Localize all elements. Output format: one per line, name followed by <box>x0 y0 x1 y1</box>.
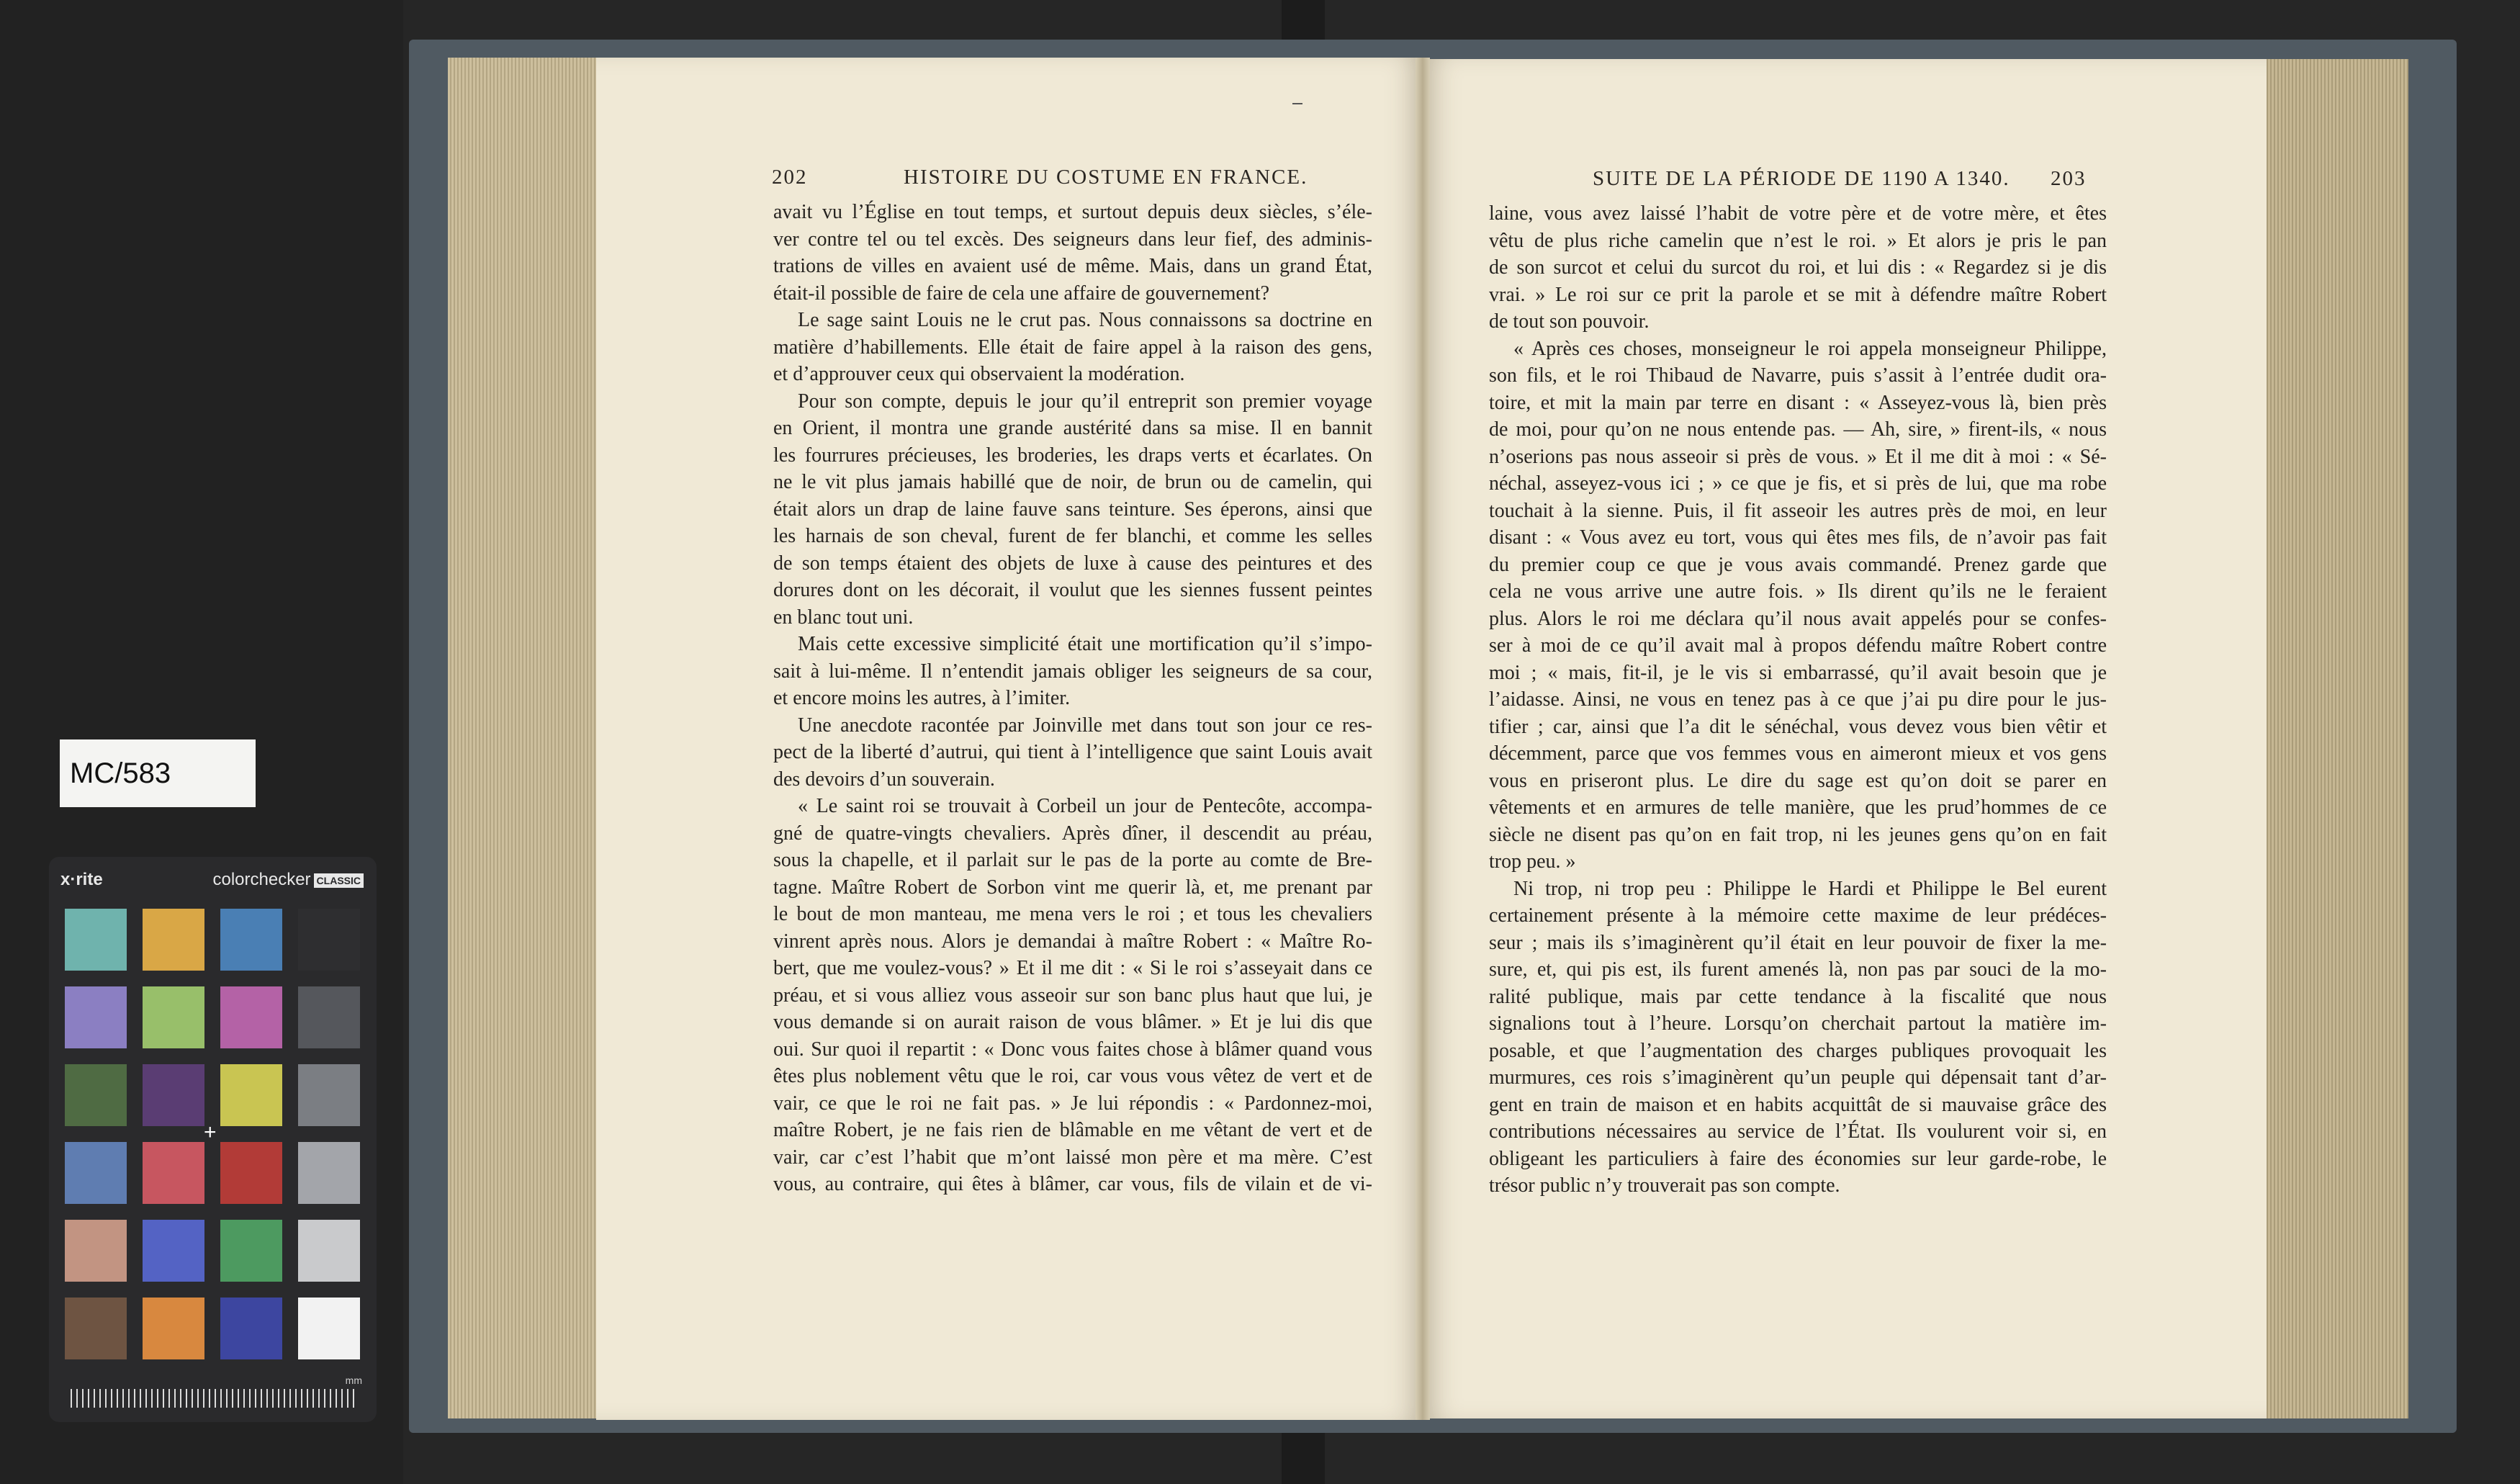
text-line: de son surcot et celui du surcot du roi, et lui dis : « Regardez si je dis <box>1489 256 2107 279</box>
fold-mark <box>1292 103 1302 104</box>
text-line: vêtements et en armures de telle manière, que les prud’hommes de ce <box>1489 796 2107 819</box>
text-line: de tout son pouvoir. <box>1489 310 1650 333</box>
color-swatch <box>65 986 127 1048</box>
text-line: trop peu. » <box>1489 850 1576 873</box>
checker-edition-badge: CLASSIC <box>314 873 364 888</box>
color-swatch <box>220 1064 282 1126</box>
text-line: « Le saint roi se trouvait à Corbeil un jour de Pentecôte, accompa- <box>798 795 1372 817</box>
text-line: maître Robert, je ne fais rien de blâmable en me vêtant de vert et de <box>773 1119 1372 1141</box>
text-line: des devoirs d’un souverain. <box>773 768 995 791</box>
text-line: avait vu l’Église en tout temps, et surtout depuis deux siècles, s’éle- <box>773 201 1372 223</box>
text-line: sure, et, qui pis est, ils furent amenés là, non pas par souci de la mo- <box>1489 958 2107 981</box>
color-swatch <box>298 1220 360 1282</box>
text-line: seur ; mais ils s’imaginèrent qu’il était en leur pouvoir de fixer la me- <box>1489 931 2107 954</box>
text-line: tagne. Maître Robert de Sorbon vint me querir là, et, me prenant par <box>773 876 1372 899</box>
color-swatch <box>143 909 204 971</box>
text-line: êtes plus noblement vêtu que le roi, car vous vous vêtez de vert et de <box>773 1065 1372 1087</box>
text-line: vair, car c’est l’habit que m’ont laissé mon père et ma mère. C’est <box>773 1146 1372 1169</box>
text-line: et encore moins les autres, à l’imiter. <box>773 687 1071 709</box>
checker-title-text: colorchecker <box>212 870 311 889</box>
checker-title <box>212 870 364 890</box>
text-line: néchal, asseyez-vous ici ; » ce que je fis, et si près de lui, que ma robe <box>1489 472 2107 495</box>
text-line: pect de la liberté d’autrui, qui tient à l’intelligence que saint Louis avait <box>773 741 1372 763</box>
text-line: sait à lui-même. Il n’entendit jamais obliger les seigneurs de sa cour, <box>773 660 1372 683</box>
crosshair-icon: + <box>204 1120 217 1144</box>
left-page <box>596 58 1423 1420</box>
text-line: trésor public n’y trouverait pas son compte. <box>1489 1174 1840 1197</box>
page-block-right <box>2264 59 2408 1418</box>
body-text <box>773 199 1372 1198</box>
text-line: obligeant les particuliers à faire des économies sur leur garde-robe, le <box>1489 1147 2107 1170</box>
text-line: n’oserions pas nous asseoir si près de vous. » Et il me dit à moi : « Sé- <box>1489 445 2107 468</box>
text-line: oui. Sur quoi il repartit : « Donc vous faites chose à blâmer quand vous <box>773 1038 1372 1061</box>
color-swatch <box>65 1142 127 1204</box>
text-line: vêtu de plus riche camelin que n’est le roi. » Et alors je pris le pan <box>1489 229 2107 252</box>
mm-ruler <box>71 1389 355 1408</box>
text-line: Le sage saint Louis ne le crut pas. Nous connaissons sa doctrine en <box>798 309 1372 331</box>
text-line: toire, et mit la main par terre en disant : « Asseyez-vous là, bien près <box>1489 391 2107 414</box>
text-line: posable, et que l’augmentation des charges publiques provoquait les <box>1489 1039 2107 1062</box>
text-line: moi ; « mais, fit-il, je le vis si embarrassé, qu’il avait besoin que je <box>1489 661 2107 684</box>
text-line: était alors un drap de laine fauve sans teinture. Ses éperons, ainsi que <box>773 498 1372 521</box>
text-line: vrai. » Le roi sur ce prit la parole et se mit à défendre maître Robert <box>1489 283 2107 306</box>
text-line: son fils, et le roi Thibaud de Navarre, puis s’assit à l’entrée dudit ora- <box>1489 364 2107 387</box>
text-line: siècle ne disent pas qu’on en fait trop, ni les jeunes gens qu’on en fait <box>1489 823 2107 846</box>
running-title: HISTOIRE DU COSTUME EN FRANCE. <box>904 166 1308 189</box>
text-line: les harnais de son cheval, furent de fer blanchi, et comme les selles <box>773 525 1372 547</box>
text-line: laine, vous avez laissé l’habit de votre père et de votre mère, et êtes <box>1489 202 2107 225</box>
text-line: vous demande si on aurait raison de vous blâmer. » Et je lui dis que <box>773 1011 1372 1033</box>
color-swatch <box>143 1142 204 1204</box>
text-line: décemment, parce que vos femmes vous en aimeront mieux et vos gens <box>1489 742 2107 765</box>
color-swatch <box>65 1064 127 1126</box>
text-line: l’aidasse. Ainsi, ne vous en tenez pas à ce que j’ai pu dire pour le jus- <box>1489 688 2107 711</box>
text-line: Ni trop, ni trop peu : Philippe le Hardi et Philippe le Bel eurent <box>1513 877 2107 900</box>
color-swatch <box>220 986 282 1048</box>
page-number: 202 <box>772 166 808 189</box>
right-page <box>1423 59 2267 1418</box>
text-line: ralité publique, mais par cette tendance à la fiscalité que nous <box>1489 985 2107 1008</box>
body-text <box>1489 200 2107 1200</box>
text-line: ver contre tel ou tel excès. Des seigneurs dans leur fief, des adminis- <box>773 228 1372 251</box>
color-swatch <box>298 1142 360 1204</box>
text-line: Une anecdote racontée par Joinville met dans tout son jour ce res- <box>798 714 1372 737</box>
text-line: disant : « Vous avez eu tort, vous qui êtes mes fils, de n’avoir pas fait <box>1489 526 2107 549</box>
text-line: ne le vit plus jamais habillé que de noir, de brun ou de camelin, qui <box>773 471 1372 493</box>
text-line: matière d’habillements. Elle était de faire appel à la raison des gens, <box>773 336 1372 359</box>
running-title: SUITE DE LA PÉRIODE DE 1190 A 1340. <box>1593 167 2010 190</box>
text-line: tifier ; car, ainsi que l’a dit le sénéchal, vous devez vous bien vêtir et <box>1489 715 2107 738</box>
page-number: 203 <box>2051 167 2087 190</box>
color-swatch <box>220 909 282 971</box>
text-line: et d’approuver ceux qui observaient la modération. <box>773 363 1185 385</box>
book-gutter <box>1416 58 1430 1420</box>
color-swatch <box>298 986 360 1048</box>
color-swatch <box>143 1298 204 1359</box>
color-swatch <box>298 1064 360 1126</box>
text-line: ser à moi de ce qu’il avait mal à propos défendu maître Robert contre <box>1489 634 2107 657</box>
text-line: contributions nécessaires au service de l’État. Ils voulurent voir si, en <box>1489 1120 2107 1143</box>
text-line: signalions tout à l’heure. Lorsqu’on cherchait partout la matière im- <box>1489 1012 2107 1035</box>
text-line: Mais cette excessive simplicité était une mortification qu’il s’impo- <box>798 633 1372 655</box>
color-swatch <box>220 1220 282 1282</box>
text-line: dorures dont on les décorait, il voulut que les siennes fussent peintes <box>773 579 1372 601</box>
text-line: était-il possible de faire de cela une affaire de gouvernement? <box>773 282 1270 305</box>
color-swatch <box>220 1298 282 1359</box>
text-line: trations de villes en avaient usé de même. Mais, dans un grand État, <box>773 255 1372 277</box>
color-swatch <box>143 1064 204 1126</box>
text-line: plus. Alors le roi me déclara qu’il nous avait appelés pour se confes- <box>1489 607 2107 630</box>
text-line: en Orient, il montra une grande austérité dans sa mise. Il en bannit <box>773 417 1372 439</box>
color-swatch <box>65 1298 127 1359</box>
xrite-logo: x·rite <box>60 870 103 889</box>
text-line: bert, que me voulez-vous? » Et il me dit : « Si le roi s’asseyait dans ce <box>773 957 1372 979</box>
color-swatch <box>298 909 360 971</box>
color-swatch <box>143 986 204 1048</box>
text-line: touchait à la sienne. Puis, il fit asseoir les autres près de moi, en leur <box>1489 499 2107 522</box>
text-line: du premier coup ce que je vous avais commandé. Prenez garde que <box>1489 553 2107 576</box>
text-line: « Après ces choses, monseigneur le roi appela monseigneur Philippe, <box>1513 337 2107 360</box>
text-line: gné de quatre-vingts chevaliers. Après dîner, il descendit au préau, <box>773 822 1372 845</box>
text-line: les fourrures précieuses, les broderies, les draps verts et écarlates. On <box>773 444 1372 467</box>
color-swatch <box>65 1220 127 1282</box>
text-line: certainement présente à la mémoire cette maxime de leur prédéces- <box>1489 904 2107 927</box>
text-line: le bout de mon manteau, me mena vers le roi ; et tous les chevaliers <box>773 903 1372 925</box>
running-head <box>1423 167 2267 196</box>
text-line: sous la chapelle, et il parlait sur le pas de la porte au comte de Bre- <box>773 849 1372 871</box>
text-line: cela ne vous arrive une autre fois. » Ils dirent qu’ils ne le feraient <box>1489 580 2107 603</box>
color-swatch <box>143 1220 204 1282</box>
text-line: vair, ce que le roi ne fait pas. » Je lui répondis : « Pardonnez-moi, <box>773 1092 1372 1115</box>
ruler-unit: mm <box>345 1375 362 1386</box>
running-head <box>596 166 1423 194</box>
text-line: murmures, ces rois s’imaginèrent qu’un peuple qui dépensait tant d’ar- <box>1489 1066 2107 1089</box>
text-line: de son temps étaient des objets de luxe à cause des peintures et des <box>773 552 1372 575</box>
page-block-left <box>448 58 599 1418</box>
text-line: vous en priseront plus. Le dire du sage est qu’on doit se parer en <box>1489 769 2107 792</box>
color-swatch <box>65 909 127 971</box>
text-line: en blanc tout uni. <box>773 606 914 629</box>
text-line: Pour son compte, depuis le jour qu’il entreprit son premier voyage <box>798 390 1372 413</box>
text-line: vinrent après nous. Alors je demandai à maître Robert : « Maître Ro- <box>773 930 1372 953</box>
archive-label: MC/583 <box>60 739 256 807</box>
text-line: vous, au contraire, qui êtes à blâmer, car vous, fils de vilain et de vi- <box>773 1173 1372 1195</box>
color-swatch <box>298 1298 360 1359</box>
text-line: préau, et si vous alliez vous asseoir sur son banc plus haut que lui, je <box>773 984 1372 1007</box>
text-line: de moi, pour qu’on ne nous entende pas. — Ah, sire, » firent-ils, « nous <box>1489 418 2107 441</box>
text-line: gent en train de maison et en habits acquittât de si mauvaise grâce des <box>1489 1093 2107 1116</box>
color-swatch <box>220 1142 282 1204</box>
